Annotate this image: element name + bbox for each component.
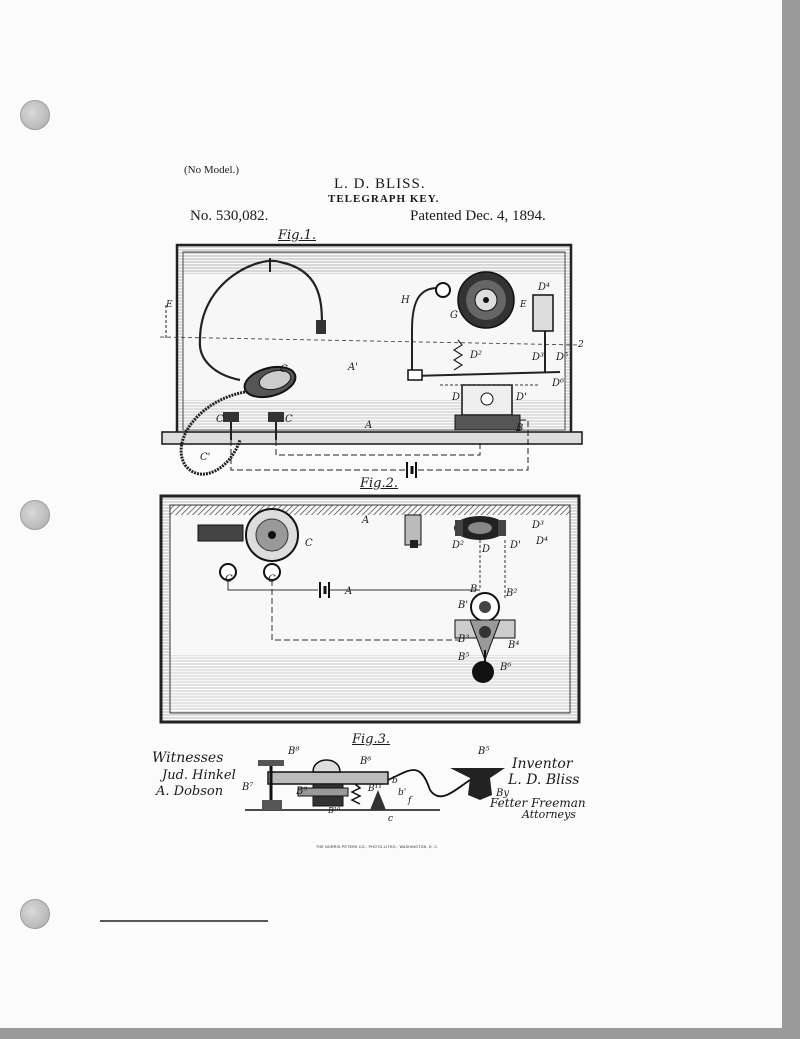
- fig3-ref: B⁸: [288, 746, 300, 757]
- fig2-ref: B³: [458, 634, 470, 645]
- fig2-ref: C: [268, 574, 276, 585]
- fig1-ref: D': [516, 392, 527, 403]
- fig3-ref: b': [398, 788, 407, 798]
- patent-title: TELEGRAPH KEY.: [328, 193, 440, 205]
- attorney-signature: Fetter Freeman: [490, 796, 586, 810]
- fig3-ref: f: [408, 796, 412, 806]
- fig1-ref: D: [452, 392, 461, 403]
- figure-2: [161, 496, 579, 722]
- witness-signature-1: Jud. Hinkel: [162, 768, 236, 783]
- fig1-ref: G: [450, 310, 458, 321]
- fig2-ref: A: [362, 515, 370, 526]
- fig3-ref: B⁶: [360, 756, 372, 767]
- fig1-ref: A: [365, 420, 373, 431]
- fig3-ref: B¹⁰: [328, 806, 341, 815]
- fig1-ref: 2: [578, 340, 584, 350]
- fig2-label: Fig.2.: [360, 476, 399, 491]
- by-text: By: [496, 788, 509, 799]
- fig1-ref: D⁵: [556, 352, 569, 363]
- patent-number: No. 530,082.: [190, 208, 269, 224]
- fig1-ref: C: [285, 414, 293, 425]
- fig1-ref: D²: [470, 350, 483, 361]
- fig1-ref: D³: [532, 352, 545, 363]
- fig2-ref: D³: [532, 520, 545, 531]
- fig3-label: Fig.3.: [352, 732, 391, 747]
- fig1-ref: A': [348, 362, 358, 373]
- fig3-ref: B⁷: [242, 782, 254, 793]
- printer-credit: THE NORRIS PETERS CO., PHOTO-LITHO., WASHINGTON, D. C.: [316, 845, 439, 849]
- fig3-ref: B¹¹: [368, 784, 382, 794]
- fig1-ref: B: [516, 423, 524, 434]
- fig1-ref: C': [200, 452, 211, 463]
- fig2-ref: B⁶: [500, 662, 512, 673]
- attorneys-heading: Attorneys: [522, 808, 576, 821]
- inventor-heading: Inventor: [512, 756, 573, 772]
- inventor-name: L. D. BLISS.: [334, 176, 426, 192]
- fig2-ref: D⁴: [536, 536, 549, 547]
- fig1-ref: D⁶: [552, 378, 565, 389]
- witness-signature-2: A. Dobson: [156, 784, 224, 799]
- fig2-ref: B⁵: [458, 652, 470, 663]
- fig1-ref: E: [166, 300, 173, 310]
- fig1-ref: D⁴: [538, 282, 551, 293]
- inventor-signature: L. D. Bliss: [508, 772, 580, 788]
- fig2-ref: A: [345, 586, 353, 597]
- fig1-ref: H: [401, 295, 410, 306]
- fig2-ref: C: [305, 538, 313, 549]
- witnesses-heading: Witnesses: [152, 750, 224, 766]
- fig3-ref: b: [392, 776, 398, 786]
- fig2-ref: D': [510, 540, 521, 551]
- fig3-ref: B⁵: [478, 746, 490, 757]
- fig2-ref: B⁴: [508, 640, 520, 651]
- fig1-ref: E: [520, 300, 527, 310]
- fig1-ref: C: [216, 414, 224, 425]
- model-note: (No Model.): [184, 164, 239, 176]
- fig1-label: Fig.1.: [278, 228, 317, 243]
- patent-date: Patented Dec. 4, 1894.: [410, 208, 546, 224]
- fig3-ref: c: [388, 814, 394, 824]
- fig2-ref: B²: [506, 588, 518, 599]
- fig2-ref: D: [482, 544, 491, 555]
- fig2-ref: D²: [452, 540, 465, 551]
- fig3-ref: B⁹: [296, 786, 308, 797]
- fig2-ref: C: [225, 574, 233, 585]
- fig2-ref: B': [458, 600, 469, 611]
- figure-1: [160, 245, 582, 478]
- fig2-ref: B: [470, 584, 478, 595]
- fig1-ref: C: [280, 364, 288, 375]
